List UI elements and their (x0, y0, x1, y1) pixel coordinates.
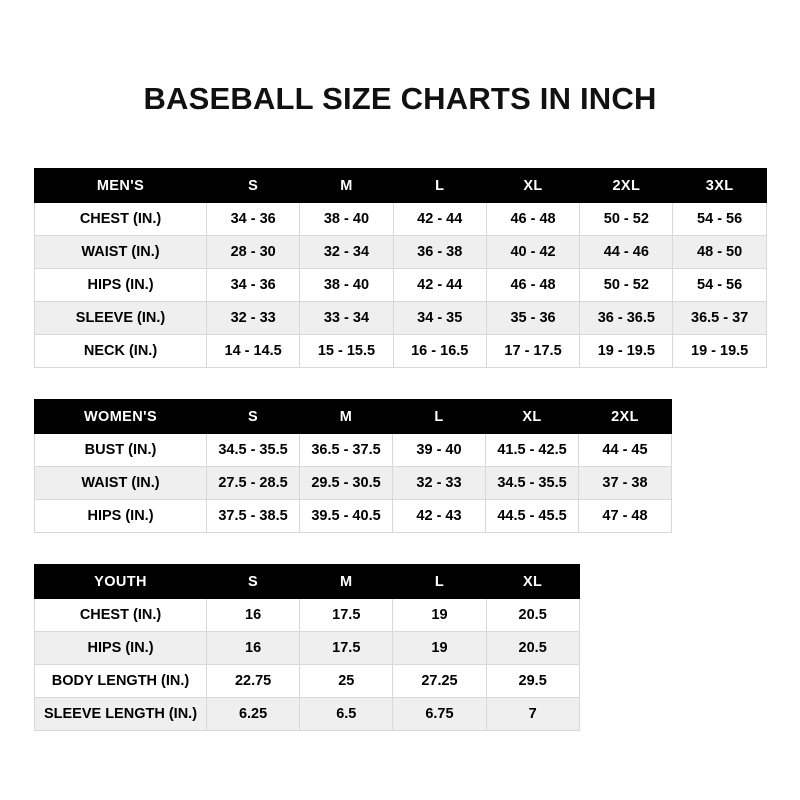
table-cell: 36.5 - 37.5 (300, 434, 393, 467)
table-cell: 29.5 (486, 665, 579, 698)
table-row (35, 467, 672, 500)
table-row (35, 665, 580, 698)
table-cell: 50 - 52 (580, 269, 673, 302)
youth-size-table (34, 564, 580, 731)
row-label: CHEST (IN.) (35, 599, 207, 632)
table-cell: 44 - 46 (580, 236, 673, 269)
table-cell: 36 - 38 (393, 236, 486, 269)
table-cell: 32 - 33 (207, 302, 300, 335)
row-label: HIPS (IN.) (35, 632, 207, 665)
table-cell: 20.5 (486, 599, 579, 632)
column-header: M (300, 400, 393, 434)
row-label: WAIST (IN.) (35, 236, 207, 269)
table-cell: 42 - 44 (393, 203, 486, 236)
column-header: S (207, 169, 300, 203)
column-header: 3XL (673, 169, 766, 203)
column-header: MEN'S (35, 169, 207, 203)
table-cell: 19 (393, 599, 486, 632)
table-cell: 29.5 - 30.5 (300, 467, 393, 500)
table-cell: 46 - 48 (486, 269, 579, 302)
table-cell: 19 (393, 632, 486, 665)
size-tables-container (0, 168, 800, 731)
table-cell: 36 - 36.5 (580, 302, 673, 335)
column-header: L (393, 565, 486, 599)
table-cell: 34 - 36 (207, 269, 300, 302)
table-cell: 22.75 (207, 665, 300, 698)
table-cell: 54 - 56 (673, 203, 766, 236)
row-label: BODY LENGTH (IN.) (35, 665, 207, 698)
table-cell: 6.5 (300, 698, 393, 731)
table-cell: 42 - 43 (393, 500, 486, 533)
mens-size-table (34, 168, 767, 368)
row-label: HIPS (IN.) (35, 500, 207, 533)
table-cell: 16 (207, 599, 300, 632)
table-cell: 27.25 (393, 665, 486, 698)
table-row (35, 698, 580, 731)
column-header: 2XL (580, 169, 673, 203)
table-row (35, 203, 767, 236)
table-cell: 17 - 17.5 (486, 335, 579, 368)
table-row (35, 236, 767, 269)
table-cell: 16 (207, 632, 300, 665)
row-label: BUST (IN.) (35, 434, 207, 467)
table-cell: 32 - 33 (393, 467, 486, 500)
table-row (35, 335, 767, 368)
table-cell: 50 - 52 (580, 203, 673, 236)
column-header: M (300, 565, 393, 599)
table-cell: 35 - 36 (486, 302, 579, 335)
table-cell: 15 - 15.5 (300, 335, 393, 368)
column-header: L (393, 169, 486, 203)
row-label: WAIST (IN.) (35, 467, 207, 500)
row-label: SLEEVE LENGTH (IN.) (35, 698, 207, 731)
table-cell: 46 - 48 (486, 203, 579, 236)
table-cell: 6.25 (207, 698, 300, 731)
table-row (35, 599, 580, 632)
table-cell: 19 - 19.5 (673, 335, 766, 368)
table-cell: 39.5 - 40.5 (300, 500, 393, 533)
table-row (35, 500, 672, 533)
table-cell: 34.5 - 35.5 (207, 434, 300, 467)
table-row (35, 302, 767, 335)
table-cell: 14 - 14.5 (207, 335, 300, 368)
table-cell: 17.5 (300, 599, 393, 632)
column-header: M (300, 169, 393, 203)
table-cell: 37 - 38 (579, 467, 672, 500)
womens-size-table (34, 399, 672, 533)
table-cell: 39 - 40 (393, 434, 486, 467)
table-cell: 47 - 48 (579, 500, 672, 533)
column-header: 2XL (579, 400, 672, 434)
table-cell: 17.5 (300, 632, 393, 665)
row-label: HIPS (IN.) (35, 269, 207, 302)
table-cell: 38 - 40 (300, 203, 393, 236)
table-cell: 34 - 36 (207, 203, 300, 236)
table-cell: 44 - 45 (579, 434, 672, 467)
table-header-row (35, 565, 580, 599)
column-header: XL (486, 565, 579, 599)
table-cell: 7 (486, 698, 579, 731)
table-cell: 36.5 - 37 (673, 302, 766, 335)
page-title: BASEBALL SIZE CHARTS IN INCH (143, 81, 657, 116)
table-header-row (35, 400, 672, 434)
table-row (35, 434, 672, 467)
column-header: S (207, 400, 300, 434)
column-header: WOMEN'S (35, 400, 207, 434)
table-cell: 6.75 (393, 698, 486, 731)
column-header: XL (486, 400, 579, 434)
row-label: SLEEVE (IN.) (35, 302, 207, 335)
column-header: XL (486, 169, 579, 203)
table-cell: 19 - 19.5 (580, 335, 673, 368)
column-header: YOUTH (35, 565, 207, 599)
row-label: CHEST (IN.) (35, 203, 207, 236)
row-label: NECK (IN.) (35, 335, 207, 368)
table-cell: 44.5 - 45.5 (486, 500, 579, 533)
table-cell: 32 - 34 (300, 236, 393, 269)
column-header: L (393, 400, 486, 434)
table-cell: 16 - 16.5 (393, 335, 486, 368)
table-cell: 20.5 (486, 632, 579, 665)
table-cell: 42 - 44 (393, 269, 486, 302)
table-row (35, 632, 580, 665)
table-cell: 25 (300, 665, 393, 698)
table-cell: 34 - 35 (393, 302, 486, 335)
table-cell: 33 - 34 (300, 302, 393, 335)
table-cell: 40 - 42 (486, 236, 579, 269)
table-cell: 41.5 - 42.5 (486, 434, 579, 467)
table-cell: 28 - 30 (207, 236, 300, 269)
table-cell: 54 - 56 (673, 269, 766, 302)
column-header: S (207, 565, 300, 599)
table-cell: 38 - 40 (300, 269, 393, 302)
table-cell: 37.5 - 38.5 (207, 500, 300, 533)
table-row (35, 269, 767, 302)
table-cell: 27.5 - 28.5 (207, 467, 300, 500)
table-cell: 48 - 50 (673, 236, 766, 269)
table-header-row (35, 169, 767, 203)
table-cell: 34.5 - 35.5 (486, 467, 579, 500)
